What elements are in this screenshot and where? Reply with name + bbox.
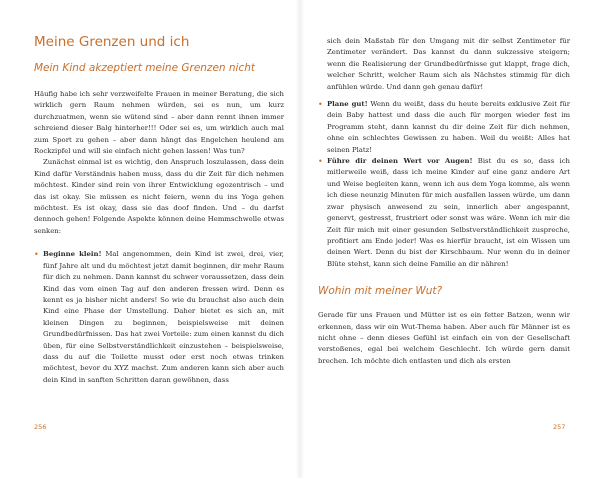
bullet-icon: •	[34, 250, 39, 260]
right-column	[318, 36, 570, 367]
bullet-lead: Führe dir deinen Wert vor Augen!	[327, 157, 473, 166]
paragraph-main: Zunächst einmal ist es wichtig, den Anspruch loszulassen, dass dein Kind dafür Verständnis haben muss, dass du dir Zeit für dich nehmen möchtest. Kinder sind rein von ihrer Entwicklung egozentrisch – und das ist okay. Sie müssen es nicht feiern, wenn du ins Yoga gehen möchtest. Es ist okay, dass sie das doof finden. Und – du darfst dennoch gehen! Folgende Aspekte können deine Hemmschwelle etwas senken:	[34, 158, 284, 235]
paragraph-intro: Häufig habe ich sehr verzweifelte Frauen in meiner Beratung, die sich wirklich gern Raum nehmen würden, sei es nun, um kurz durchzuatmen, wenn sie wütend sind – aber dann rennt ihnen immer schreiend dieser Balg hinterher!!! Oder sei es, um wirklich auch mal zum Sport zu gehen – aber dann hängt das Engelchen heulend am Rockzipfel und will sie einfach nicht gehen lassen! Was tun?	[34, 90, 284, 156]
section-subheading: Mein Kind akzeptiert meine Grenzen nicht	[34, 62, 256, 74]
section-subheading-wut: Wohin mit meiner Wut?	[318, 285, 443, 298]
bullet-text: Mal angenommen, dein Kind ist zwei, drei, vier, fünf Jahre alt und du möchtest jetzt damit beginnen, dir mehr Raum für dich zu nehmen. Dann kannst du schwer voraussetzen, dass dein Kind das vom einen Tag auf den anderen fressen wird. Denn es kennt es ja bisher nicht anders! So wie du brauchst also auch dein Kind eine Phase der Umstellung. Daher bietet es sich an, mit kleinen Dingen zu beginnen, beispielsweise mit deinen Grundbedürfnissen. Das hat zwei Vorteile: zum einen kannst du dich üben, für eine Selbstverständlichkeit einzustehen – beispielsweise, dass du auf die Toilette musst oder erst noch etwas trinken möchtest, bevor du XYZ machst. Zum anderen kann sich aber auch dein Kind in sanften Schritten daran gewöhnen, dass	[43, 250, 284, 384]
bullet-item-beginne-klein	[34, 249, 284, 386]
page-number-left: 256	[34, 423, 47, 431]
bullet-lead: Plane gut!	[327, 100, 368, 109]
right-page	[300, 0, 600, 478]
chapter-heading: Meine Grenzen und ich	[34, 34, 190, 50]
page-number-right: 257	[553, 423, 566, 431]
bullet-icon: •	[318, 100, 323, 110]
bullet-item-plane-gut	[318, 99, 570, 156]
bullet-lead: Beginne klein!	[43, 250, 102, 259]
continuation-paragraph: sich dein Maßstab für den Umgang mit dir selbst Zentimeter für Zentimeter verändert. Das kannst du dann sukzessive steigern; wenn die Realisierung der Grundbedürfnisse gut klappt, frage dich, welcher Schritt, welcher Raum sich als Nächstes stimmig für dich anfühlen würde. Und dann geh genau dafür!	[327, 37, 570, 91]
bullet-text: Bist du es so, dass ich mitlerweile weiß, dass ich meine Kinder auf eine ganz andere Art und Weise begleiten kann, wenn ich aus dem Yoga komme, als wenn ich diese neunzig Minuten für mich ausfallen lassen würde, um dann zwar physisch anwesend zu sein, innerlich aber angespannt, genervt, gestresst, frustriert oder sonst was wäre. Wenn ich mir die Zeit für mich mit einer gesunden Selbstverständlichkeit zuspreche, profitiert am Ende jeder! Was es hierfür braucht, ist ein Wissen um deinen Wert. Denn du bist der Kirschbaum. Nur wenn du in deiner Blüte stehst, kann sich deine Familie an dir nähren!	[327, 157, 570, 268]
bullet-item-wert	[318, 156, 570, 270]
bullet-text: Wenn du weißt, dass du heute bereits exklusive Zeit für dein Baby hattest und dass die auch für morgen wieder fest im Programm steht, dann kannst du dir deine Zeit für dich nehmen, ohne ein schlechtes Gewissen zu haben. Weil du weißt: Alles hat seinen Platz!	[327, 100, 570, 154]
bullet-icon: •	[318, 157, 323, 167]
paragraph-wut: Gerade für uns Frauen und Mütter ist es ein fetter Batzen, wenn wir erkennen, dass wir ein Wut-Thema haben. Aber auch für Männer ist es nicht ohne – denn dieses Gefühl ist einfach ein von der Gesellschaft verstoßenes, egal bei welchem Geschlecht. Ich würde gern damit brechen. Ich möchte dich entlasten und dich als ersten	[318, 311, 570, 365]
left-column	[34, 34, 284, 386]
